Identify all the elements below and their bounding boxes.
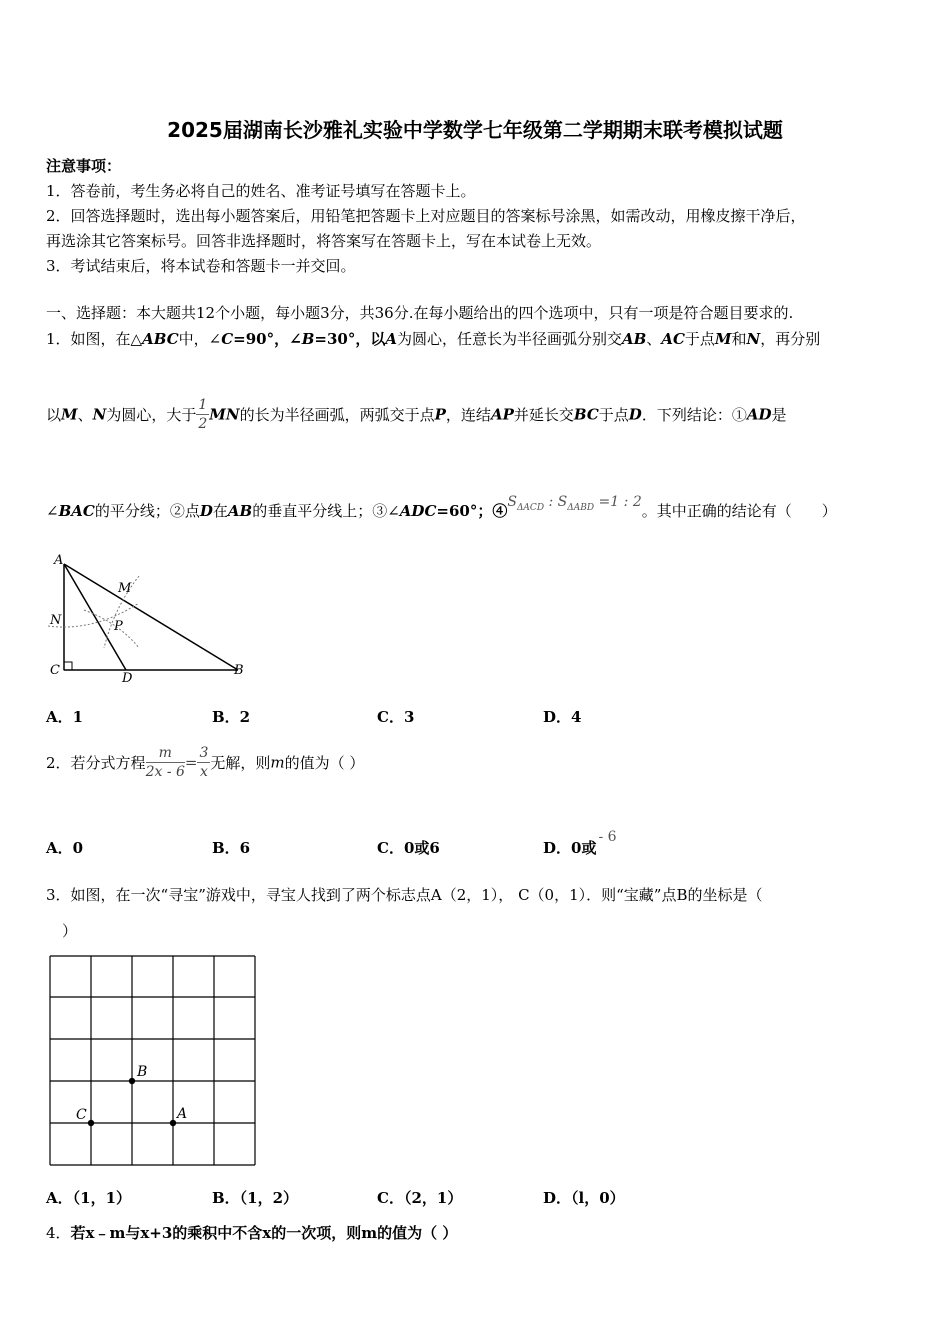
grid-lines xyxy=(50,956,255,1165)
q1-text: =60°；④ xyxy=(436,502,508,520)
q1-var: ADC xyxy=(399,502,437,520)
q1-text: ，连结 xyxy=(445,406,491,424)
q1-var: C xyxy=(221,330,234,348)
label-n: N xyxy=(50,613,62,628)
q1-text: 如图，在△ xyxy=(70,330,143,348)
q1-text: 以 xyxy=(46,406,62,424)
ratio-sub: ΔACD xyxy=(516,502,545,513)
question-4 xyxy=(46,1222,457,1243)
question-3-line-1 xyxy=(46,884,763,905)
q1-text: 于点 xyxy=(598,406,629,424)
q1-text: =30°，以 xyxy=(314,330,386,348)
label-p: P xyxy=(114,619,123,634)
notice-item: 1．答卷前，考生务必将自己的姓名、准考证号填写在答题卡上。 xyxy=(46,182,476,200)
q1-var: AC xyxy=(661,330,685,348)
label-m: M xyxy=(118,581,132,596)
q2-option-d[interactable] xyxy=(543,829,617,858)
q1-text: 的垂直平分线上；③∠ xyxy=(252,502,400,520)
q1-text: 和 xyxy=(731,330,747,348)
question-2 xyxy=(46,744,364,781)
page-title: 2025届湖南长沙雅礼实验中学数学七年级第二学期期末联考模拟试题 xyxy=(167,118,783,142)
ratio-s: S xyxy=(507,494,517,510)
fraction-one-half xyxy=(196,396,209,433)
q1-var: MN xyxy=(209,405,240,424)
q1-text: 、 xyxy=(646,330,662,348)
q1-var: AD xyxy=(746,405,772,424)
q1-var: M xyxy=(61,405,78,424)
fraction-numerator: 3 xyxy=(199,745,209,761)
notice-item: 再选涂其它答案标号。回答非选择题时，将答案写在答题卡上，写在本试卷上无效。 xyxy=(46,232,602,250)
label-d: D xyxy=(122,671,133,686)
segment-ad xyxy=(64,564,126,670)
q1-text: 是 xyxy=(771,406,787,424)
q1-var: ABC xyxy=(142,330,179,348)
question-number: 2． xyxy=(46,754,71,772)
equals-sign: = xyxy=(184,753,198,772)
q1-var: N xyxy=(746,330,761,348)
q1-var: D xyxy=(199,502,213,520)
right-angle-mark xyxy=(64,662,72,670)
segment-ab xyxy=(64,564,238,670)
option-d-value: - 6 xyxy=(598,829,617,845)
q2-text: 无解，则 xyxy=(210,754,271,772)
area-ratio xyxy=(507,494,642,513)
label-c: C xyxy=(50,663,60,678)
question-1-line-2 xyxy=(46,396,787,433)
question-1-line-3 xyxy=(46,494,837,523)
q3-option-b[interactable]: B．（1，2） xyxy=(212,1189,299,1207)
q2-text: 若分式方程 xyxy=(70,754,146,772)
q1-var: M xyxy=(714,330,732,348)
q1-text: 于点 xyxy=(684,330,715,348)
q1-text: 的平分线；②点 xyxy=(94,502,200,520)
fraction-3-over-x xyxy=(197,744,210,781)
q3-option-a[interactable]: A．（1，1） xyxy=(46,1189,132,1207)
q1-var: P xyxy=(434,405,446,424)
fraction-numerator: m xyxy=(146,744,185,763)
q1-text: 、 xyxy=(77,406,93,424)
q1-option-b[interactable]: B．2 xyxy=(212,708,251,726)
q1-option-a[interactable]: A．1 xyxy=(46,708,84,726)
q1-text: ∠ xyxy=(46,502,59,520)
q2-var: m xyxy=(270,753,285,772)
point-a xyxy=(170,1120,176,1126)
figure-lines xyxy=(48,564,238,670)
question-number: 1． xyxy=(46,330,71,348)
fraction-denominator: x xyxy=(199,764,208,780)
q1-text: 。其中正确的结论有（ ） xyxy=(641,502,837,520)
triangle-figure xyxy=(44,548,254,688)
q2-option-c[interactable]: C．0或6 xyxy=(377,839,440,857)
fraction-numerator: 1 xyxy=(198,397,208,413)
question-3-line-2: ） xyxy=(62,922,78,940)
q1-text: 中，∠ xyxy=(178,330,222,348)
q1-option-c[interactable]: C．3 xyxy=(377,708,415,726)
q1-var: D xyxy=(628,405,642,424)
question-number: 3． xyxy=(46,886,71,904)
fraction-denominator: 2 xyxy=(198,416,208,432)
point-c xyxy=(88,1120,94,1126)
arc-from-n xyxy=(84,610,139,648)
q1-var: BAC xyxy=(58,502,95,520)
q1-var: AB xyxy=(227,502,253,520)
q1-option-d[interactable]: D．4 xyxy=(543,708,582,726)
notice-item: 3．考试结束后，将本试卷和答题卡一并交回。 xyxy=(46,257,356,275)
q2-option-a[interactable]: A．0 xyxy=(46,839,84,857)
q2-option-b[interactable]: B．6 xyxy=(212,839,251,857)
q1-var: A xyxy=(385,330,397,348)
fraction-m-over-2x-6 xyxy=(146,744,185,781)
q1-var: B xyxy=(301,330,315,348)
q1-text: 并延长交 xyxy=(513,406,574,424)
ratio-eq: =1 : 2 xyxy=(594,494,642,510)
fraction-denominator: 2x - 6 xyxy=(145,764,185,780)
notice-item: 2．回答选择题时，选出每小题答案后，用铅笔把答题卡上对应题目的答案标号涂黑，如需改动，用橡皮擦干净后， xyxy=(46,207,806,225)
label-a: A xyxy=(177,1106,188,1122)
q3-option-d[interactable]: D．（l，0） xyxy=(543,1189,625,1207)
q1-text: =90°，∠ xyxy=(233,330,302,348)
q1-text: 的长为半径画弧，两弧交于点 xyxy=(239,406,435,424)
q1-text: 为圆心，任意长为半径画弧分别交 xyxy=(396,330,622,348)
ratio-s: : S xyxy=(544,494,568,510)
question-1-line-1 xyxy=(46,328,820,349)
q1-text: ．下列结论：① xyxy=(641,406,747,424)
q4-text: 若x﹣m与x+3的乘积中不含x的一次项，则m的值为（ ） xyxy=(70,1224,458,1242)
q1-text: ，再分别 xyxy=(760,330,821,348)
label-c: C xyxy=(76,1107,87,1123)
q1-var: AP xyxy=(490,405,514,424)
q3-text: 如图，在一次“寻宝”游戏中，寻宝人找到了两个标志点A（2，1）， C（0，1）．则“宝藏”点B的坐标是（ xyxy=(70,886,763,904)
ratio-sub: ΔABD xyxy=(567,502,595,513)
question-number: 4． xyxy=(46,1224,71,1242)
q1-var: BC xyxy=(573,405,599,424)
option-d-text: D．0或 xyxy=(543,839,597,857)
label-b: B xyxy=(234,663,244,678)
section-heading: 一、选择题：本大题共12个小题，每小题3分，共36分.在每小题给出的四个选项中，只有一项是符合题目要求的. xyxy=(46,304,794,322)
q1-text: 为圆心，大于 xyxy=(106,406,197,424)
point-b xyxy=(129,1078,135,1084)
q1-text: 在 xyxy=(212,502,228,520)
label-a: A xyxy=(54,553,64,568)
q1-var: AB xyxy=(621,330,647,348)
q2-text: 的值为（ ） xyxy=(284,754,365,772)
grid-figure xyxy=(48,954,258,1168)
notice-heading: 注意事项： xyxy=(46,157,122,175)
q3-option-c[interactable]: C．（2，1） xyxy=(377,1189,463,1207)
label-b: B xyxy=(137,1064,148,1080)
q1-var: N xyxy=(92,405,107,424)
